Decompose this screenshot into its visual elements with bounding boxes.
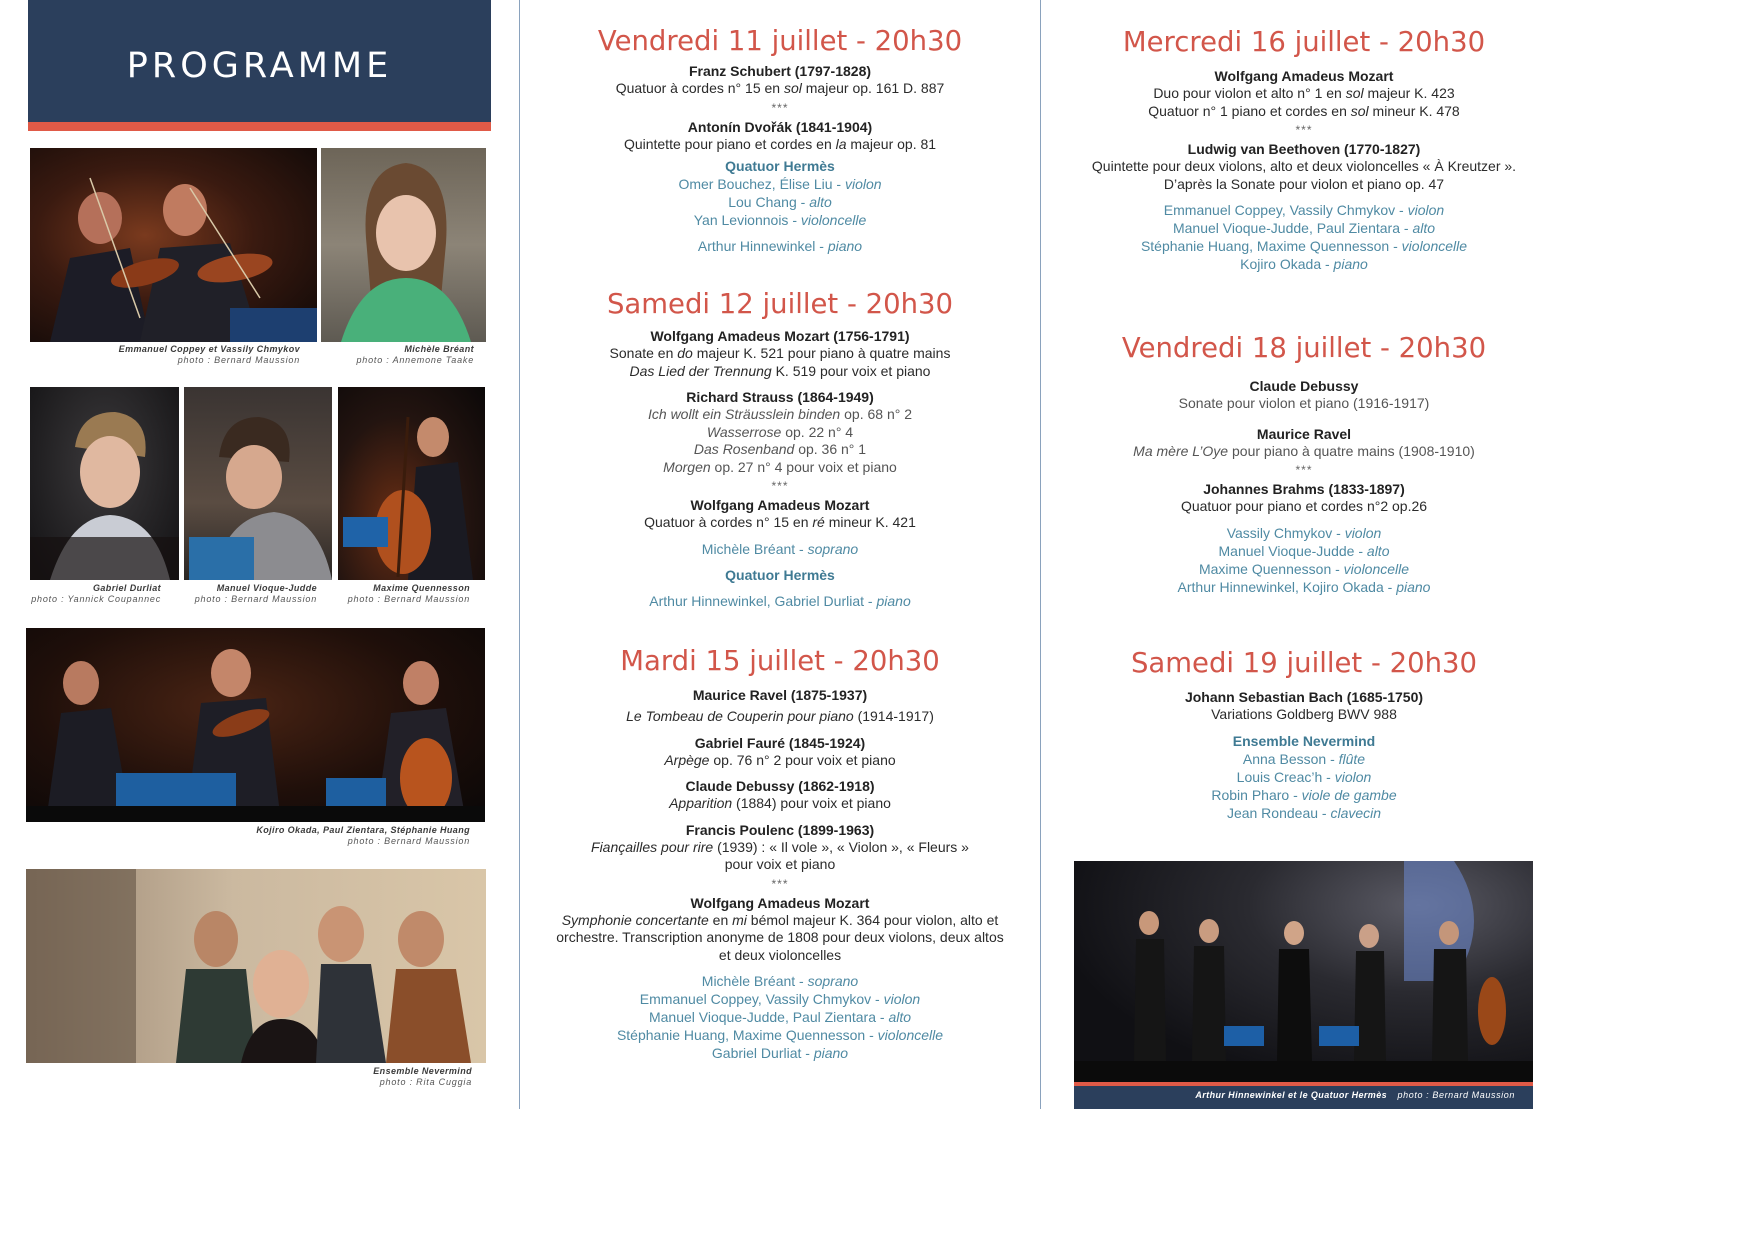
caption-manuel-vioque-judde	[184, 583, 317, 605]
composer: Maurice Ravel	[1256, 425, 1352, 442]
composer: Johann Sebastian Bach (1685-1750)	[1184, 689, 1424, 705]
work: Variations Goldberg BWV 988	[1211, 706, 1397, 722]
concert-date: Mercredi 16 juillet - 20h30	[1122, 26, 1486, 58]
caption-ensemble-nevermind	[26, 1066, 472, 1088]
work: Apparition (1884) pour voix et piano	[669, 795, 891, 811]
performer: Jean Rondeau - clavecin	[1226, 804, 1382, 821]
banner-accent-stripe	[28, 122, 491, 131]
performer: Arthur Hinnewinkel - piano	[697, 238, 863, 254]
caption-credit: photo : Rita Cuggia	[379, 1077, 472, 1087]
performer: Manuel Vioque-Judde, Paul Zientara - alto	[648, 1009, 912, 1025]
caption-credit: photo : Bernard Maussion	[347, 594, 470, 604]
separator-stars: ***	[771, 876, 789, 891]
concert-block	[1064, 646, 1544, 822]
work: orchestre. Transcription anonyme de 1808 pour deux violons, deux altos	[556, 929, 1004, 945]
performer: Michèle Bréant - soprano	[701, 540, 859, 557]
photo-maxime-quennesson	[338, 387, 485, 580]
performer: Emmanuel Coppey, Vassily Chmykov - violon	[639, 991, 921, 1007]
performer: Kojiro Okada - piano	[1240, 256, 1368, 272]
performer: Robin Pharo - viole de gambe	[1211, 786, 1397, 803]
composer: Richard Strauss (1864-1949)	[686, 389, 874, 405]
caption-gabriel-durliat	[30, 583, 161, 605]
work: Das Lied der Trennung K. 519 pour voix et piano	[629, 362, 931, 379]
work: Fiançailles pour rire (1939) : « Il vole », « Violon », « Fleurs »	[591, 838, 969, 855]
caption-credit: photo : Bernard Maussion	[1397, 1090, 1515, 1100]
composer: Franz Schubert (1797-1828)	[688, 63, 872, 79]
work: Wasserrose op. 22 n° 4	[706, 423, 854, 440]
work: Arpège op. 76 n° 2 pour voix et piano	[664, 751, 896, 768]
work: Quatuor pour piano et cordes n°2 op.26	[1180, 498, 1428, 514]
performer: Lou Chang - alto	[728, 194, 832, 210]
composer: Wolfgang Amadeus Mozart	[690, 894, 870, 911]
work: Ich wollt ein Sträusslein binden op. 68 n° 2	[648, 406, 912, 422]
work: Quintette pour deux violons, alto et deux violoncelles « À Kreutzer ».	[1091, 158, 1517, 174]
photo-michele-breant	[321, 148, 486, 342]
caption-name: Ensemble Nevermind	[373, 1066, 472, 1076]
performer: Manuel Vioque-Judde, Paul Zientara - alto	[1172, 220, 1436, 236]
performer: Michèle Bréant - soprano	[701, 973, 859, 989]
caption-credit: photo : Bernard Maussion	[177, 355, 300, 365]
column-divider	[519, 0, 520, 1109]
work: D’après la Sonate pour violon et piano op. 47	[1163, 175, 1445, 192]
photo-ensemble-nevermind	[26, 869, 486, 1063]
photo-hinnewinkel-quatuor-hermes	[1074, 861, 1533, 1082]
work: Morgen op. 27 n° 4 pour voix et piano	[663, 458, 897, 475]
composer: Maurice Ravel (1875-1937)	[692, 687, 868, 703]
separator-stars: ***	[1295, 123, 1313, 137]
composer: Antonín Dvořák (1841-1904)	[687, 118, 873, 135]
work: Quatuor à cordes n° 15 en sol majeur op. 161 D. 887	[615, 80, 945, 96]
programme-title: PROGRAMME	[126, 46, 393, 86]
performer: Stéphanie Huang, Maxime Quennesson - violoncelle	[616, 1027, 944, 1043]
programme-banner	[28, 0, 491, 122]
caption-name: Kojiro Okada, Paul Zientara, Stéphanie Huang	[256, 825, 470, 835]
caption-hinnewinkel-quatuor-hermes	[1195, 1090, 1515, 1100]
concert-block	[1064, 331, 1544, 596]
caption-okada-zientara-huang	[26, 825, 470, 847]
work: et deux violoncelles	[718, 946, 842, 963]
caption-name: Michèle Bréant	[404, 344, 474, 354]
photo-manuel-vioque-judde	[184, 387, 332, 580]
work: Sonate en do majeur K. 521 pour piano à quatre mains	[609, 345, 951, 361]
performer: Anna Besson - flûte	[1242, 750, 1366, 767]
caption-name: Manuel Vioque-Judde	[216, 583, 317, 593]
separator-stars: ***	[1295, 463, 1313, 477]
composer: Francis Poulenc (1899-1963)	[685, 821, 875, 838]
work: Quintette pour piano et cordes en la majeur op. 81	[623, 135, 937, 152]
composer: Claude Debussy (1862-1918)	[685, 778, 875, 794]
column-divider	[1040, 0, 1041, 1109]
separator-stars: ***	[771, 479, 789, 493]
separator-stars: ***	[771, 100, 789, 115]
composer: Wolfgang Amadeus Mozart	[1214, 68, 1394, 84]
work: Symphonie concertante en mi bémol majeur K. 364 pour violon, alto et	[561, 911, 999, 928]
caption-maxime-quennesson	[338, 583, 470, 605]
caption-name: Gabriel Durliat	[92, 583, 161, 593]
performer: Vassily Chmykov - violon	[1226, 524, 1382, 541]
photo-caption-bar	[1074, 1086, 1533, 1109]
caption-credit: photo : Yannick Coupannec	[31, 594, 161, 604]
work: Le Tombeau de Couperin pour piano (1914-1917)	[626, 708, 934, 724]
concert-date: Vendredi 18 juillet - 20h30	[1121, 332, 1487, 364]
composer: Gabriel Fauré (1845-1924)	[694, 734, 866, 751]
ensemble-name: Quatuor Hermès	[725, 566, 835, 583]
composer: Wolfgang Amadeus Mozart (1756-1791)	[650, 328, 910, 344]
concert-block	[540, 287, 1020, 610]
photo-okada-zientara-huang	[26, 628, 485, 822]
work: Quatuor à cordes n° 15 en ré mineur K. 421	[644, 514, 916, 530]
performer: Manuel Vioque-Judde - alto	[1218, 542, 1390, 559]
work: Das Rosenband op. 36 n° 1	[693, 441, 867, 457]
composer: Wolfgang Amadeus Mozart	[690, 497, 870, 513]
work: Quatuor n° 1 piano et cordes en sol mineur K. 478	[1148, 102, 1460, 119]
ensemble-name: Ensemble Nevermind	[1232, 732, 1376, 749]
ensemble-name: Quatuor Hermès	[725, 158, 835, 174]
caption-name: Emmanuel Coppey et Vassily Chmykov	[118, 344, 300, 354]
photo-coppey-chmykov	[30, 148, 317, 342]
concert-date: Vendredi 11 juillet - 20h30	[597, 25, 963, 57]
performer: Stéphanie Huang, Maxime Quennesson - violoncelle	[1140, 238, 1468, 254]
performer: Maxime Quennesson - violoncelle	[1198, 560, 1410, 577]
caption-name: Arthur Hinnewinkel et le Quatuor Hermès	[1195, 1090, 1388, 1100]
concert-date: Samedi 19 juillet - 20h30	[1130, 647, 1478, 679]
composer: Johannes Brahms (1833-1897)	[1203, 481, 1405, 497]
concert-date: Mardi 15 juillet - 20h30	[620, 645, 940, 677]
performer: Arthur Hinnewinkel, Gabriel Durliat - piano	[649, 592, 911, 609]
work: pour voix et piano	[724, 856, 836, 872]
caption-coppey-chmykov	[30, 344, 300, 366]
caption-name: Maxime Quennesson	[373, 583, 470, 593]
concert-date: Samedi 12 juillet - 20h30	[606, 288, 954, 320]
caption-credit: photo : Annemone Taake	[356, 355, 474, 365]
performer: Emmanuel Coppey, Vassily Chmykov - violon	[1163, 202, 1445, 218]
concert-block	[540, 644, 1020, 1062]
work: Ma mère L’Oye pour piano à quatre mains (1908-1910)	[1133, 442, 1475, 459]
work: Sonate pour violon et piano (1916-1917)	[1178, 395, 1430, 411]
performer: Omer Bouchez, Élise Liu - violon	[678, 176, 882, 192]
performer: Louis Creac’h - violon	[1236, 768, 1372, 785]
caption-credit: photo : Bernard Maussion	[194, 594, 317, 604]
photo-gabriel-durliat	[30, 387, 179, 580]
performer: Arthur Hinnewinkel, Kojiro Okada - piano	[1177, 578, 1431, 595]
composer: Claude Debussy	[1249, 378, 1359, 394]
composer: Ludwig van Beethoven (1770-1827)	[1187, 141, 1421, 157]
performer: Gabriel Durliat - piano	[711, 1045, 849, 1061]
concert-block	[540, 24, 1020, 255]
caption-credit: photo : Bernard Maussion	[347, 836, 470, 846]
performer: Yan Levionnois - violoncelle	[693, 212, 867, 228]
concert-block	[1064, 25, 1544, 273]
work: Duo pour violon et alto n° 1 en sol majeur K. 423	[1153, 85, 1455, 101]
caption-michele-breant	[321, 344, 474, 366]
